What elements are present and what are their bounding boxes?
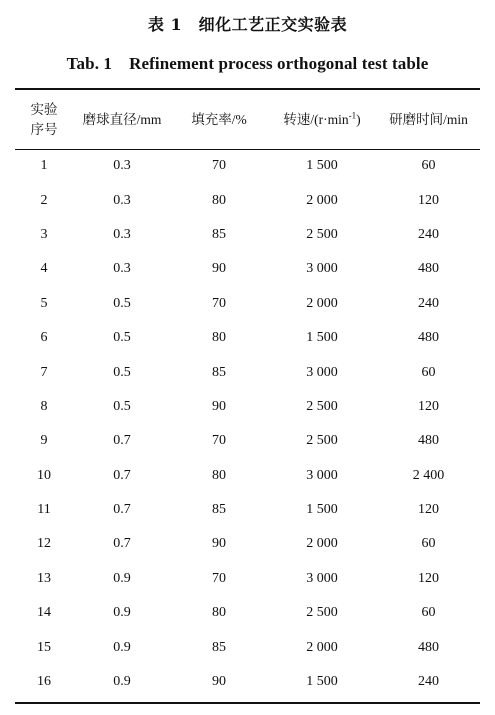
cell-rotation-speed: 3 000 xyxy=(306,261,338,277)
table-body xyxy=(15,149,480,699)
cell-fill-rate: 70 xyxy=(212,158,226,174)
cell-experiment-number: 10 xyxy=(37,467,51,483)
cell-rotation-speed: 1 500 xyxy=(306,158,338,174)
cell-fill-rate: 80 xyxy=(212,330,226,346)
cell-experiment-number: 2 xyxy=(40,192,48,208)
cell-ball-diameter: 0.9 xyxy=(113,639,131,655)
cell-ball-diameter: 0.5 xyxy=(113,364,131,380)
cell-experiment-number: 13 xyxy=(37,570,51,586)
header-fill-rate: 填充率/% xyxy=(191,111,247,127)
cell-rotation-speed: 1 500 xyxy=(306,502,338,518)
cell-rotation-speed: 3 000 xyxy=(306,364,338,380)
table-row xyxy=(15,424,480,458)
table-row xyxy=(15,562,480,596)
cell-grinding-time: 120 xyxy=(418,502,439,518)
table-bottom-rule xyxy=(15,702,480,704)
cell-fill-rate: 90 xyxy=(212,261,226,277)
cell-experiment-number: 6 xyxy=(40,330,48,346)
cell-experiment-number: 9 xyxy=(40,433,48,449)
header-ball-diameter: 磨球直径/mm xyxy=(82,111,162,127)
cell-rotation-speed: 1 500 xyxy=(306,330,338,346)
cell-rotation-speed: 2 500 xyxy=(306,398,338,414)
cell-grinding-time: 120 xyxy=(418,192,439,208)
table-row xyxy=(15,596,480,630)
table-caption-chinese: 表 1 细化工艺正交实验表 xyxy=(147,15,348,34)
cell-grinding-time: 60 xyxy=(421,605,436,621)
cell-grinding-time: 480 xyxy=(418,639,439,655)
cell-fill-rate: 85 xyxy=(212,364,226,380)
cell-rotation-speed: 3 000 xyxy=(306,570,338,586)
cell-ball-diameter: 0.7 xyxy=(113,433,131,449)
cell-ball-diameter: 0.7 xyxy=(113,467,131,483)
cell-grinding-time: 60 xyxy=(421,536,436,552)
cell-ball-diameter: 0.7 xyxy=(113,502,131,518)
cell-grinding-time: 480 xyxy=(418,261,439,277)
cell-grinding-time: 60 xyxy=(421,158,436,174)
cell-fill-rate: 85 xyxy=(212,639,226,655)
cell-fill-rate: 70 xyxy=(212,295,226,311)
table-row xyxy=(15,183,480,217)
table-row xyxy=(15,390,480,424)
cell-grinding-time: 2 400 xyxy=(412,467,445,483)
header-experiment-number-line1: 实验 xyxy=(30,101,58,117)
table-row xyxy=(15,218,480,252)
cell-experiment-number: 7 xyxy=(40,364,48,380)
cell-experiment-number: 5 xyxy=(40,295,48,311)
table-row xyxy=(15,149,480,183)
table-row xyxy=(15,287,480,321)
cell-experiment-number: 4 xyxy=(40,261,48,277)
cell-ball-diameter: 0.7 xyxy=(113,536,131,552)
table-row xyxy=(15,321,480,355)
cell-rotation-speed: 2 000 xyxy=(306,536,338,552)
cell-ball-diameter: 0.5 xyxy=(113,295,131,311)
table-row xyxy=(15,493,480,527)
cell-ball-diameter: 0.9 xyxy=(113,570,131,586)
cell-fill-rate: 85 xyxy=(212,502,226,518)
table-caption-english: Tab. 1 Refinement process orthogonal test table xyxy=(66,54,429,73)
header-experiment-number-line2: 序号 xyxy=(30,121,58,137)
header-grinding-time: 研磨时间/min xyxy=(389,111,468,127)
table-row xyxy=(15,665,480,699)
cell-fill-rate: 80 xyxy=(212,192,226,208)
cell-rotation-speed: 2 500 xyxy=(306,226,338,242)
table-row xyxy=(15,355,480,389)
cell-experiment-number: 12 xyxy=(37,536,51,552)
cell-fill-rate: 90 xyxy=(212,674,226,690)
cell-rotation-speed: 2 000 xyxy=(306,295,338,311)
cell-ball-diameter: 0.3 xyxy=(113,226,131,242)
header-rotation-speed-text: 转速/(r·min xyxy=(283,111,349,127)
cell-fill-rate: 85 xyxy=(212,226,226,242)
cell-ball-diameter: 0.5 xyxy=(113,330,131,346)
cell-fill-rate: 70 xyxy=(212,570,226,586)
cell-rotation-speed: 3 000 xyxy=(306,467,338,483)
table-row xyxy=(15,459,480,493)
cell-ball-diameter: 0.3 xyxy=(113,192,131,208)
cell-ball-diameter: 0.9 xyxy=(113,605,131,621)
cell-fill-rate: 80 xyxy=(212,605,226,621)
cell-fill-rate: 70 xyxy=(212,433,226,449)
cell-rotation-speed: 2 000 xyxy=(306,639,338,655)
header-rotation-speed-exponent: -1 xyxy=(348,110,357,120)
cell-rotation-speed: 1 500 xyxy=(306,674,338,690)
cell-experiment-number: 15 xyxy=(37,639,51,655)
cell-fill-rate: 90 xyxy=(212,536,226,552)
cell-experiment-number: 1 xyxy=(40,158,48,174)
cell-grinding-time: 120 xyxy=(418,570,439,586)
table-row xyxy=(15,527,480,561)
cell-grinding-time: 240 xyxy=(418,226,439,242)
cell-ball-diameter: 0.3 xyxy=(113,261,131,277)
cell-ball-diameter: 0.5 xyxy=(113,398,131,414)
table-header-row xyxy=(15,90,480,149)
table-row xyxy=(15,630,480,664)
cell-grinding-time: 60 xyxy=(421,364,436,380)
header-experiment-number xyxy=(15,90,73,149)
cell-grinding-time: 240 xyxy=(418,674,439,690)
cell-fill-rate: 80 xyxy=(212,467,226,483)
cell-ball-diameter: 0.3 xyxy=(113,158,131,174)
cell-rotation-speed: 2 500 xyxy=(306,605,338,621)
cell-rotation-speed: 2 000 xyxy=(306,192,338,208)
table-row xyxy=(15,252,480,286)
cell-experiment-number: 3 xyxy=(40,226,48,242)
cell-experiment-number: 14 xyxy=(37,605,51,621)
cell-ball-diameter: 0.9 xyxy=(113,674,131,690)
orthogonal-test-table xyxy=(15,90,480,699)
header-rotation-speed-close: ) xyxy=(356,111,361,127)
cell-experiment-number: 16 xyxy=(37,674,51,690)
cell-experiment-number: 8 xyxy=(40,398,48,414)
cell-experiment-number: 11 xyxy=(37,502,51,518)
cell-grinding-time: 480 xyxy=(418,330,439,346)
cell-grinding-time: 240 xyxy=(418,295,439,311)
cell-fill-rate: 90 xyxy=(212,398,226,414)
cell-grinding-time: 120 xyxy=(418,398,439,414)
cell-rotation-speed: 2 500 xyxy=(306,433,338,449)
header-rotation-speed xyxy=(267,90,377,149)
cell-grinding-time: 480 xyxy=(418,433,439,449)
